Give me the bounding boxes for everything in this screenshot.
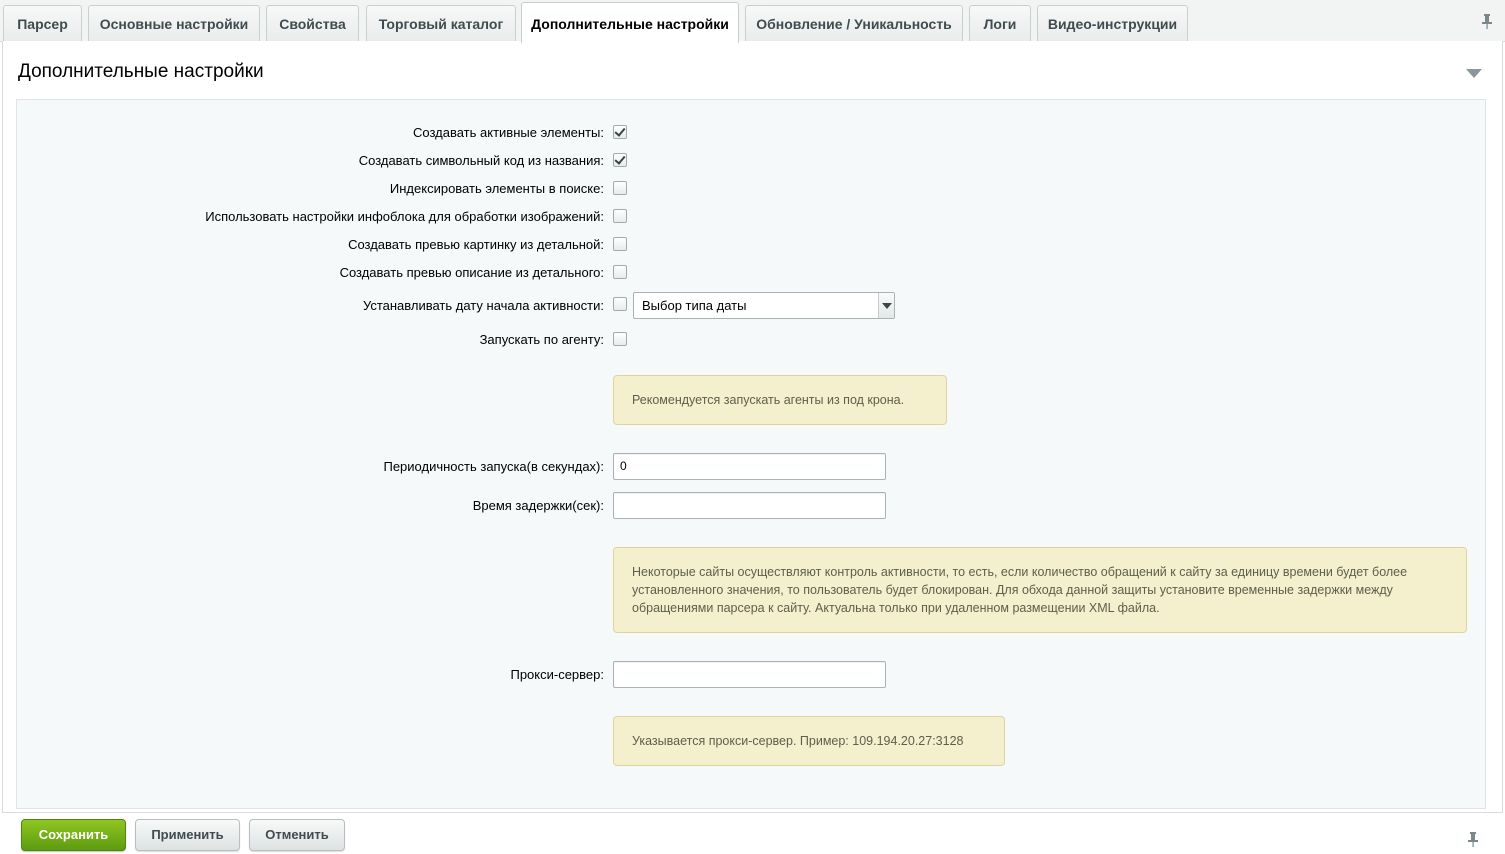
create-symbol-code-checkbox[interactable]	[613, 153, 627, 167]
tab-properties[interactable]: Свойства	[266, 5, 359, 42]
chevron-down-icon	[878, 293, 894, 318]
create-active-label: Создавать активные элементы:	[413, 125, 604, 140]
proxy-label: Прокси-сервер:	[510, 667, 604, 682]
tab-logs[interactable]: Логи	[969, 5, 1031, 42]
proxy-input[interactable]	[613, 661, 886, 688]
tab-additional-settings[interactable]: Дополнительные настройки	[521, 2, 739, 43]
active-from-checkbox[interactable]	[613, 297, 627, 311]
agent-note	[613, 375, 947, 425]
save-button[interactable]: Сохранить	[21, 819, 126, 851]
delay-input[interactable]	[613, 492, 886, 519]
create-active-checkbox[interactable]	[613, 125, 627, 139]
proxy-note-text: Указывается прокси-сервер. Пример: 109.194.20.27:3128	[632, 734, 964, 748]
tab-video-instructions[interactable]: Видео-инструкции	[1037, 5, 1188, 42]
preview-text-label: Создавать превью описание из детального:	[339, 265, 604, 280]
apply-button[interactable]: Применить	[135, 819, 240, 851]
preview-picture-label: Создавать превью картинку из детальной:	[348, 237, 604, 252]
cancel-button[interactable]: Отменить	[249, 819, 345, 851]
form-area	[16, 99, 1486, 809]
proxy-note	[613, 716, 1005, 766]
tab-update-uniqueness[interactable]: Обновление / Уникальность	[745, 5, 963, 42]
date-type-select[interactable]	[633, 292, 895, 319]
preview-picture-checkbox[interactable]	[613, 237, 627, 251]
period-label: Периодичность запуска(в секундах):	[383, 459, 604, 474]
triangle-down-icon[interactable]	[1466, 69, 1482, 78]
delay-label: Время задержки(сек):	[472, 498, 604, 513]
date-type-select-value: Выбор типа даты	[642, 298, 747, 313]
settings-panel	[2, 41, 1503, 813]
create-symbol-code-label: Создавать символьный код из названия:	[358, 153, 604, 168]
period-input[interactable]: 0	[613, 453, 886, 480]
pin-icon[interactable]	[1466, 831, 1480, 847]
delay-note-text: Некоторые сайты осуществляют контроль активности, то есть, если количество обращений к сайту за единицу времени будет более установленного значения, то пользователь будет блокирован. Для обхода данной защиты установите временные задержки между обращениями парсера к сайту. Актуальна только при удаленном размещении XML файла.	[632, 565, 1408, 615]
run-agent-label: Запускать по агенту:	[479, 332, 604, 347]
tab-trade-catalog[interactable]: Торговый каталог	[366, 5, 516, 42]
agent-note-text: Рекомендуется запускать агенты из под крона.	[632, 393, 905, 407]
delay-note	[613, 547, 1467, 633]
run-agent-checkbox[interactable]	[613, 332, 627, 346]
tab-bar	[0, 0, 1505, 42]
tab-parser[interactable]: Парсер	[3, 5, 82, 42]
active-from-label: Устанавливать дату начала активности:	[362, 298, 604, 313]
iblock-image-settings-label: Использовать настройки инфоблока для обработки изображений:	[205, 209, 604, 224]
preview-text-checkbox[interactable]	[613, 265, 627, 279]
index-search-checkbox[interactable]	[613, 181, 627, 195]
index-search-label: Индексировать элементы в поиске:	[389, 181, 604, 196]
tab-main-settings[interactable]: Основные настройки	[88, 5, 260, 42]
panel-title: Дополнительные настройки	[18, 61, 264, 82]
iblock-image-settings-checkbox[interactable]	[613, 209, 627, 223]
pin-icon[interactable]	[1480, 13, 1494, 29]
